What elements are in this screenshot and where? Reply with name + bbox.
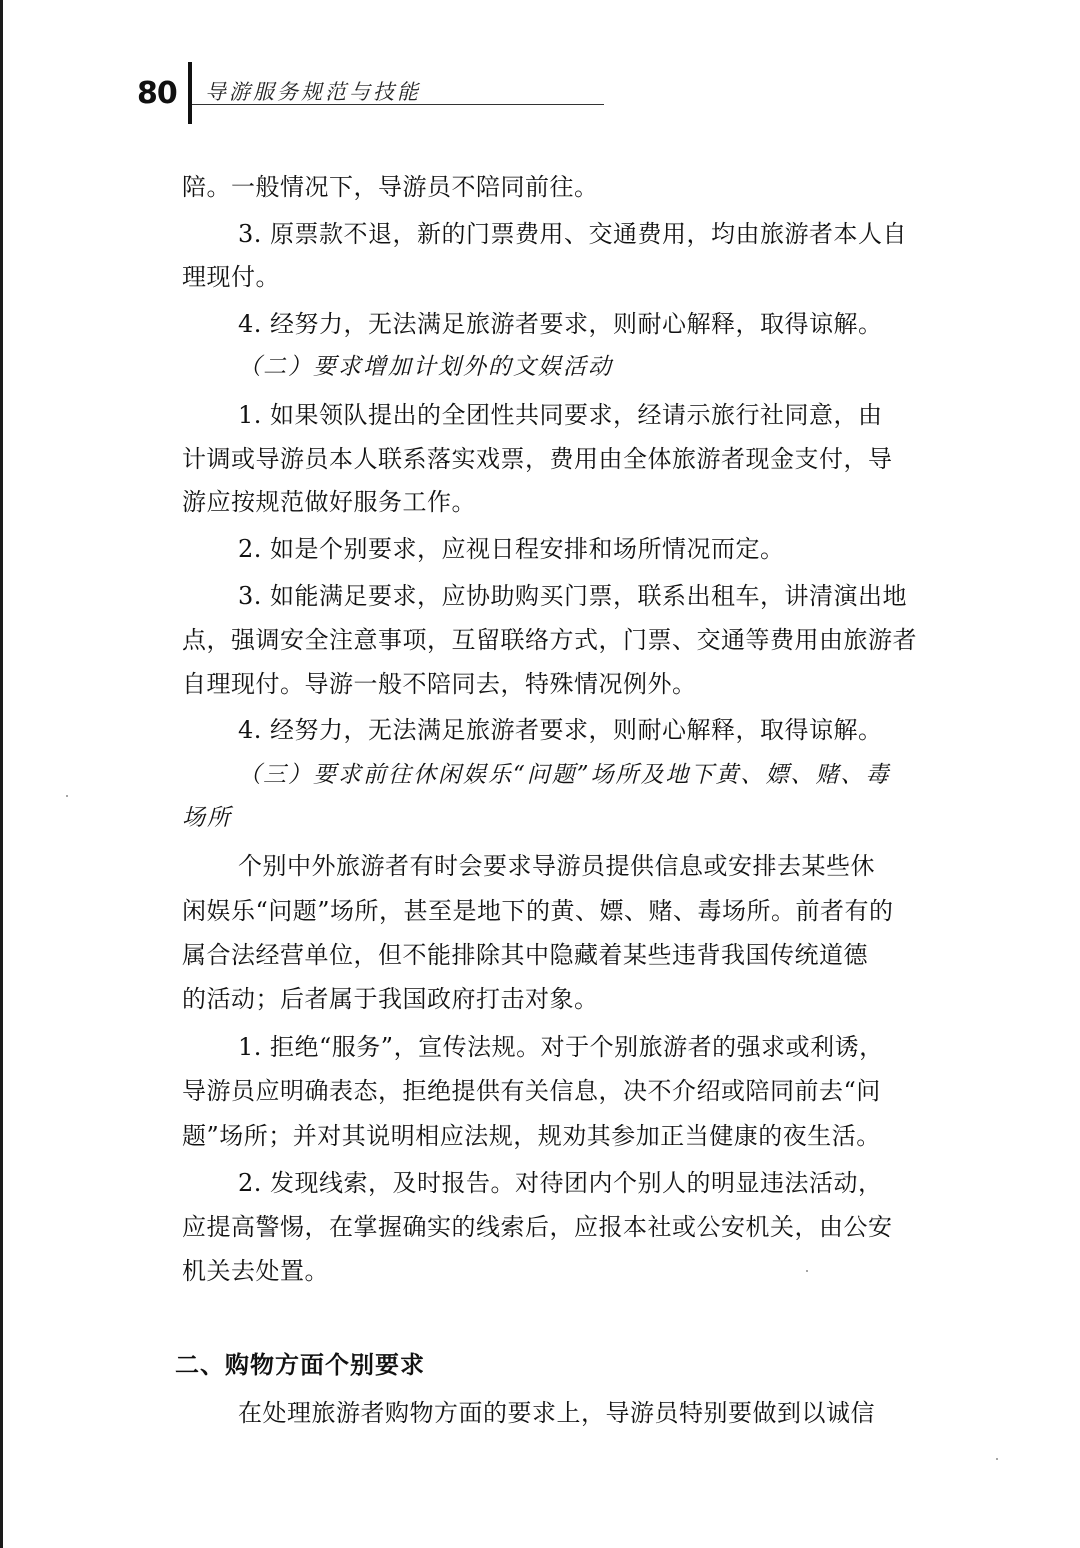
body-line: 导游员应明确表态，拒绝提供有关信息，决不介绍或陪同前去“问 <box>182 1077 881 1105</box>
body-line: 点，强调安全注意事项，互留联络方式，门票、交通等费用由旅游者 <box>182 626 917 654</box>
header-underline <box>192 104 604 105</box>
subsection-heading: （二）要求增加计划外的文娱活动 <box>238 354 613 380</box>
body-line: 4. 经努力，无法满足旅游者要求，则耐心解释，取得谅解。 <box>238 310 883 338</box>
body-line: 在处理旅游者购物方面的要求上，导游员特别要做到以诚信 <box>238 1399 875 1427</box>
body-line: 机关去处置。 <box>182 1257 329 1285</box>
header-divider-bar <box>188 62 192 124</box>
scan-speck <box>806 1270 808 1272</box>
body-line: 2. 如是个别要求，应视日程安排和场所情况而定。 <box>238 535 785 563</box>
page-number: 80 <box>137 76 177 111</box>
body-line: 的活动；后者属于我国政府打击对象。 <box>182 985 599 1013</box>
body-line: 自理现付。导游一般不陪同去，特殊情况例外。 <box>182 670 697 698</box>
scan-speck <box>66 795 68 797</box>
body-line: 闲娱乐“问题”场所，甚至是地下的黄、嫖、赌、毒场所。前者有的 <box>182 897 894 925</box>
body-line: 游应按规范做好服务工作。 <box>182 488 476 516</box>
body-line: 题”场所；并对其说明相应法规，规劝其参加正当健康的夜生活。 <box>182 1122 881 1150</box>
page-left-edge <box>0 0 3 1548</box>
body-line: 1. 如果领队提出的全团性共同要求，经请示旅行社同意，由 <box>238 401 883 429</box>
body-line: 2. 发现线索，及时报告。对待团内个别人的明显违法活动， <box>238 1169 883 1197</box>
subsection-heading: （三）要求前往休闲娱乐“问题”场所及地下黄、嫖、赌、毒 <box>238 762 891 788</box>
body-line: 1. 拒绝“服务”，宣传法规。对于个别旅游者的强求或利诱， <box>238 1033 884 1061</box>
body-line: 3. 如能满足要求，应协助购买门票，联系出租车，讲清演出地 <box>238 582 908 610</box>
body-line: 个别中外旅游者有时会要求导游员提供信息或安排去某些休 <box>238 852 875 880</box>
section-heading: 二、购物方面个别要求 <box>175 1351 425 1379</box>
body-line: 属合法经营单位，但不能排除其中隐藏着某些违背我国传统道德 <box>182 941 868 969</box>
body-line: 理现付。 <box>182 263 280 291</box>
body-line: 4. 经努力，无法满足旅游者要求，则耐心解释，取得谅解。 <box>238 716 883 744</box>
scan-speck <box>996 1458 998 1460</box>
body-line: 3. 原票款不退，新的门票费用、交通费用，均由旅游者本人自 <box>238 220 908 248</box>
book-title: 导游服务规范与技能 <box>205 80 421 104</box>
body-line: 计调或导游员本人联系落实戏票，费用由全体旅游者现金支付，导 <box>182 445 893 473</box>
body-line: 应提高警惕，在掌握确实的线索后，应报本社或公安机关，由公安 <box>182 1213 893 1241</box>
body-line: 陪。一般情况下，导游员不陪同前往。 <box>182 173 599 201</box>
running-header <box>137 62 607 122</box>
subsection-heading: 场所 <box>182 805 232 831</box>
